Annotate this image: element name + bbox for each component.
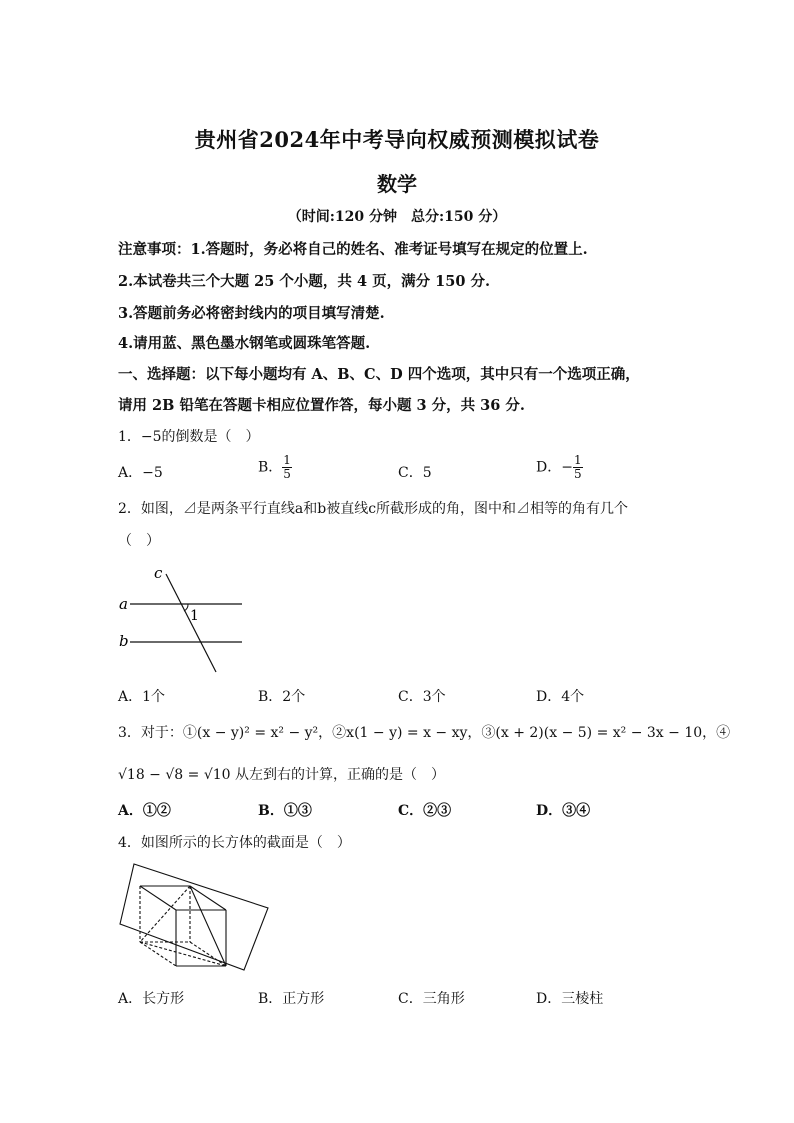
q4-cuboid-section-figure bbox=[116, 858, 272, 976]
q3-option-d: D．③④ bbox=[536, 803, 591, 819]
label-b: b bbox=[119, 632, 129, 650]
q2-option-c: C．3个 bbox=[398, 689, 446, 705]
q4-option-c: C．三角形 bbox=[398, 991, 465, 1007]
q4-option-d: D．三棱柱 bbox=[536, 991, 604, 1007]
notes-line-2: 2.本试卷共三个大题 25 个小题，共 4 页，满分 150 分. bbox=[118, 273, 491, 290]
q3-option-c: C．②③ bbox=[398, 803, 452, 819]
notes-line-4: 4.请用蓝、黑色墨水钢笔或圆珠笔答题. bbox=[118, 335, 371, 352]
cutting-plane bbox=[120, 864, 268, 970]
q1-option-b: B． $\frac{1}{5}$ bbox=[258, 453, 291, 481]
q3-stem-line-2: √18 − √8 = √10 从左到右的计算，正确的是（ ） bbox=[118, 767, 446, 783]
notes-line-1: 注意事项：1.答题时，务必将自己的姓名、准考证号填写在规定的位置上. bbox=[118, 241, 588, 258]
notes-line-3: 3.答题前务必将密封线内的项目填写清楚. bbox=[118, 305, 385, 322]
q2-option-a: A．1个 bbox=[118, 689, 166, 705]
q2-parallel-lines-figure bbox=[114, 562, 254, 677]
q1-option-d: D．− $\frac{1}{5}$ bbox=[536, 453, 582, 481]
q1-option-a: A．−5 bbox=[118, 465, 163, 481]
time-info: （时间:120 分钟 总分:150 分） bbox=[287, 209, 507, 225]
q1-stem: 1．−5的倒数是（ ） bbox=[118, 429, 260, 445]
q3-option-a: A．①② bbox=[118, 803, 171, 819]
q4-option-a: A．长方形 bbox=[118, 991, 185, 1007]
q3-option-b: B．①③ bbox=[258, 803, 312, 819]
section1-line-1: 一、选择题：以下每小题均有 A、B、C、D 四个选项，其中只有一个选项正确， bbox=[118, 366, 640, 383]
q2-stem: 2．如图，⊿是两条平行直线a和b被直线c所截形成的角，图中和⊿相等的角有几个 bbox=[118, 501, 629, 517]
q2-paren: （ ） bbox=[118, 533, 160, 549]
exam-title: 贵州省2024年中考导向权威预测模拟试卷 bbox=[194, 127, 600, 152]
label-a: a bbox=[119, 595, 128, 613]
q3-stem-line-1: 3．对于：①(x − y)² = x² − y²，②x(1 − y) = x − xy，③(x + 2)(x − 5) = x² − 3x − 10，④ bbox=[118, 725, 731, 741]
q2-option-b: B．2个 bbox=[258, 689, 306, 705]
q4-stem: 4．如图所示的长方体的截面是（ ） bbox=[118, 835, 351, 851]
q1-option-c: C．5 bbox=[398, 465, 432, 481]
q4-option-b: B．正方形 bbox=[258, 991, 325, 1007]
label-1: 1 bbox=[190, 608, 199, 624]
label-c: c bbox=[154, 564, 163, 582]
exam-subject: 数学 bbox=[377, 172, 417, 196]
q2-option-d: D．4个 bbox=[536, 689, 585, 705]
section1-line-2: 请用 2B 铅笔在答题卡相应位置作答，每小题 3 分，共 36 分. bbox=[118, 397, 525, 414]
